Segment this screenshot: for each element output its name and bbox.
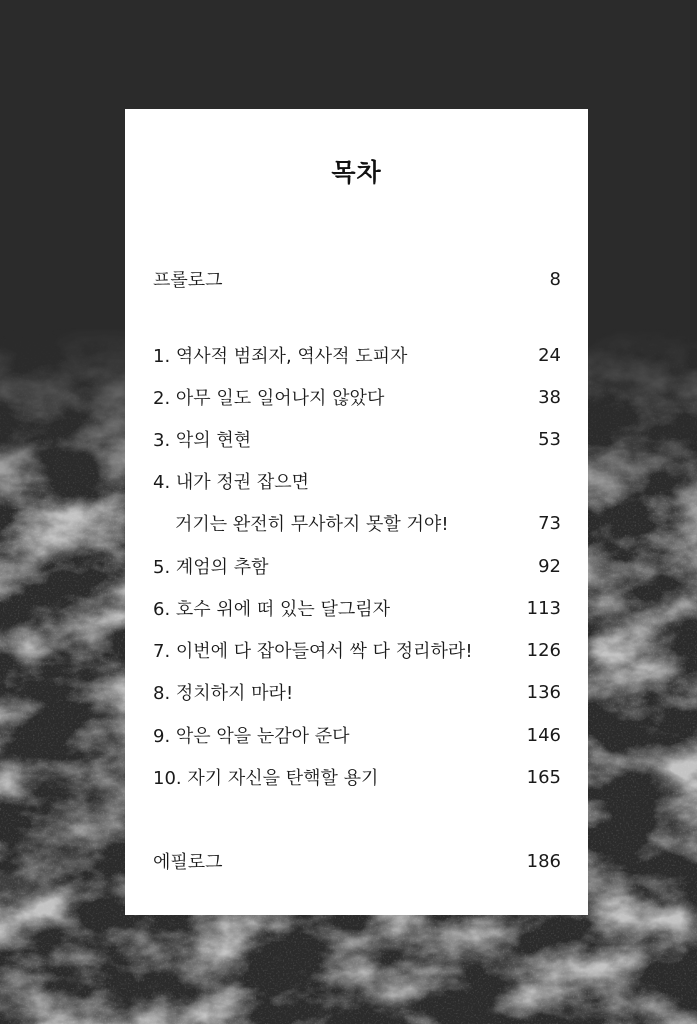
toc-entry-chapter-1[interactable] [153,340,561,370]
toc-entry-page: 53 [538,428,561,450]
toc-entry-page: 113 [526,597,561,619]
toc-entry-page: 24 [538,344,561,366]
toc-entry-label: 6. 호수 위에 떠 있는 달그림자 [153,599,391,620]
toc-entry-chapter-5[interactable] [153,551,561,581]
toc-entry-chapter-7[interactable] [153,635,561,665]
toc-entry-chapter-8[interactable] [153,677,561,707]
toc-entry-label: 3. 악의 현현 [153,430,252,451]
toc-entry-label: 4. 내가 정권 잡으면 [153,472,310,493]
toc-title: 목차 [331,158,382,187]
toc-entry-label: 2. 아무 일도 일어나지 않았다 [153,388,385,409]
toc-entry-label: 에필로그 [153,852,223,873]
toc-entry-label: 프롤로그 [153,270,223,291]
toc-entry-page: 186 [526,850,561,872]
toc-entry-page: 165 [526,766,561,788]
toc-entry-page: 136 [526,681,561,703]
toc-entry-label: 1. 역사적 범죄자, 역사적 도피자 [153,346,408,367]
toc-entry-label: 5. 계엄의 추함 [153,557,269,578]
toc-entry-page: 73 [538,512,561,534]
toc-entry-chapter-4-continued[interactable] [153,508,561,538]
toc-entry-chapter-3[interactable] [153,424,561,454]
toc-entry-label: 8. 정치하지 마라! [153,683,294,704]
toc-entry-chapter-6[interactable] [153,593,561,623]
toc-page [125,109,588,915]
toc-entry-chapter-4[interactable] [153,466,561,496]
toc-entry-chapter-10[interactable] [153,762,561,792]
toc-entry-chapter-2[interactable] [153,382,561,412]
toc-entry-chapter-9[interactable] [153,720,561,750]
toc-entry-page: 8 [549,268,561,290]
toc-entry-epilogue[interactable] [153,846,561,876]
toc-entry-label: 10. 자기 자신을 탄핵할 용기 [153,768,379,789]
toc-entry-page: 92 [538,555,561,577]
toc-entry-label: 9. 악은 악을 눈감아 준다 [153,726,350,747]
toc-entry-label: 7. 이번에 다 잡아들여서 싹 다 정리하라! [153,641,473,662]
toc-entry-page: 38 [538,386,561,408]
toc-entry-prologue[interactable] [153,264,561,294]
toc-entry-page: 126 [526,639,561,661]
toc-entry-page: 146 [526,724,561,746]
toc-entry-label: 거기는 완전히 무사하지 못할 거야! [175,514,449,535]
